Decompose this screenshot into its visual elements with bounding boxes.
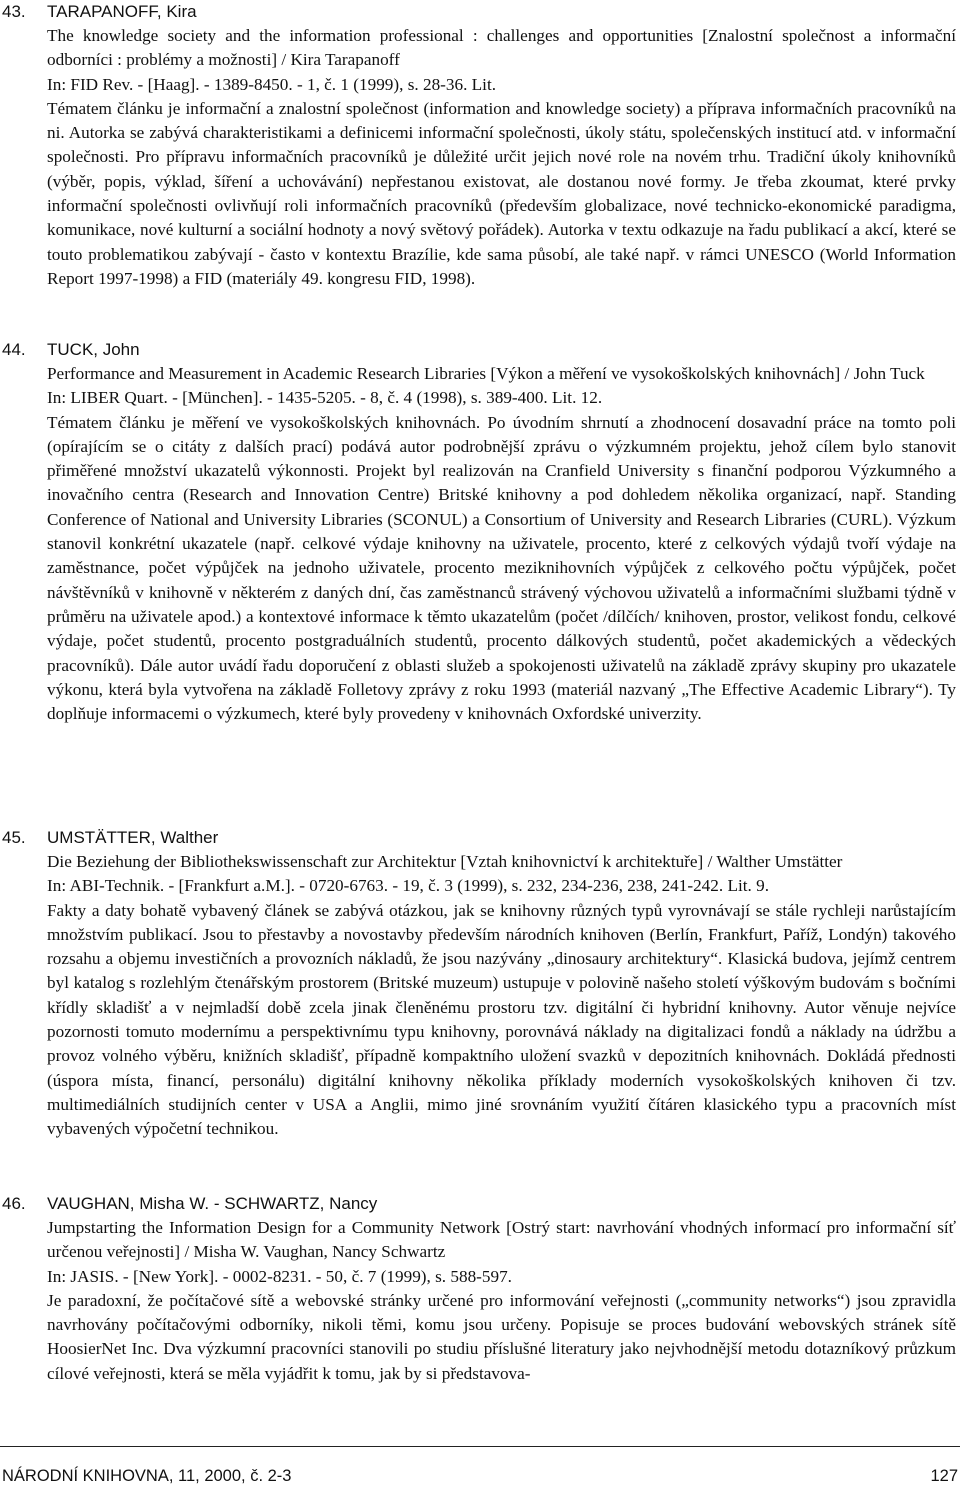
entry-body [47,24,956,291]
entry-abstract: Tématem článku je informační a znalostní společnost (information and knowledge society) a příprava informačních pracovníků na ni. Autorka se zabývá charakteristikami a definicemi informační společnosti, úkoly státu, společenských institucí atd. v informační společnosti. Pro přípravu informačních pracovníků je důležité určit jejich nové role na novém trhu. Tradiční úkoly knihovníků (výběr, popis, výklad, šíření a uchovávání) nepřestanou existovat, ale dostanou nové formy. Je třeba zkoumat, které prvky informační společnosti ovlivňují roli informačních pracovníků (především globalizace, nové technicko-ekonomické paradigma, komunikace, nové kulturní a sociální hodnoty a nový světový pořádek). Autorka v textu odkazuje na řadu publikací a akcí, které se touto problematikou zabývají - často v kontextu Brazílie, kde sama působí, ale také např. v rámci UNESCO (World Information Report 1997-1998) a FID (materiály 49. kongresu FID, 1998). [47,98,956,288]
entry-body [47,1216,956,1386]
entry-number: 43. [2,2,26,21]
entry-title: Die Beziehung der Bibliothekswissenschaft zur Architektur [Vztah knihovnictví k architektuře] / Walther Umstätter [47,852,843,871]
footer-journal: NÁRODNÍ KNIHOVNA, 11, 2000, č. 2-3 [2,1467,292,1485]
entry-number: 46. [2,1194,26,1213]
entry-title: The knowledge society and the information professional : challenges and opportunities [Znalostní společnost a informační odborníci : problémy a možnosti] / Kira Tarapanoff [47,26,956,70]
entry-number: 45. [2,828,26,847]
entry-source: In: ABI-Technik. - [Frankfurt a.M.]. - 0720-6763. - 19, č. 3 (1999), s. 232, 234-236, 238, 241-242. Lit. 9. [47,876,769,896]
entry-abstract: Fakty a daty bohatě vybavený článek se zabývá otázkou, jak se knihovny různých typů vyrovnávají se stále rychleji narůstajícím množstvím publikací. Jsou to přestavby a novostavby především národních knihoven (Berlín, Frankfurt, Paříž, Londýn) takového rozsahu a objemu investičních a provozních nákladů, že jsou nazývány „dinosaury architektury“. Klasická budova, jejímž centrem byl katalog s rozlehlým čtenářským prostorem (Britské muzeum) ustupuje v polovině našeho století výškovým budovám s bočními křídly skladišť a v nejmladší době zcela jinak členěnému prostoru tzv. digitální či hybridní knihovny. Autor věnuje nejvíce pozornosti tomuto modernímu a perspektivnímu typu knihovny, porovnává náklady na digitalizaci fondů a náklady na údržbu a provoz volného výběru, knižních skladišť, případně kompaktního uložení svazků v depozitních knihovnách. Dokládá přednosti (úspora místa, financí, personálu) digitální knihovny několika příklady moderních vysokoškolských knihoven či tzv. multimediálních studijních center v USA a Anglii, mimo jiné srovnáním využití čítáren klasického typu a pracovních míst vybavených výpočetní technikou. [47,900,956,1139]
entry-source: In: JASIS. - [New York]. - 0002-8231. - 50, č. 7 (1999), s. 588-597. [47,1266,512,1286]
entry-abstract: Tématem článku je měření ve vysokoškolských knihovnách. Po úvodním shrnutí a zhodnocení dosavadní práce na tomto poli (opírajícím se o citáty z dalších prací) podává autor podrobnější zprávu o výzkumném projektu, jehož cílem bylo stanovit přiměřené množství ukazatelů výkonnosti. Projekt byl realizován na Cranfield University s finanční podporou Výzkumného a inovačního centra (Research and Innovation Centre) Britské knihovny a pod dohledem několika organizací, např. Standing Conference of National and University Libraries (SCONUL) a Consortium of University and Research Libraries (CURL). Výzkum stanovil konkrétní ukazatele (např. celkové výdaje knihovny na uživatele, procento, které z celkových výdajů tvoří výdaje na zaměstnance, počet výpůjček na jednoho uživatele, procento meziknihovních výpůjček z celkového počtu výpůjček, počet návštěvníků v knihovně v některém z daných dní, čas zaměstnanců strávený výchovou uživatelů a informačními službami týdně v průměru na uživatele apod.) a kontextové informace k těmto ukazatelům (počet /dílčích/ knihoven, prostor, velikost fondu, celkové výdaje, počet studentů, procento postgraduálních studentů, procento dálkových studentů, počet akademických a vědeckých pracovníků). Dále autor uvádí řadu doporučení z oblasti služeb a spokojenosti uživatelů na základě zprávy skupiny pro ukazatele výkonu, která byla vytvořena na základě Folletovy zprávy z roku 1993 (materiál nazvaný „The Effective Academic Library“). Ty doplňuje informacemi o výzkumech, které byly provedeny v knihovnách Oxfordské univerzity. [47,412,956,724]
footer-divider [0,1446,960,1447]
entry-body [47,850,956,1142]
entry-author: TARAPANOFF, Kira [47,2,197,21]
entry-author: TUCK, John [47,340,140,359]
entry-title: Performance and Measurement in Academic Research Libraries [Výkon a měření ve vysokoškolských knihovnách] / John Tuck [47,364,925,383]
entry-abstract: Je paradoxní, že počítačové sítě a webovské stránky určené pro informování veřejnosti („community networks“) jsou zpravidla navrhovány počítačovými odborníky, nikoli těmi, komu jsou určeny. Popisuje se proces budování webovských stránek sítě HoosierNet Inc. Dva výzkumní pracovníci stanovili po studiu příslušné literatury jako nejvhodnější metodu dotazníkový průzkum cílové veřejnosti, která se měla vyjádřit k tomu, jak by si představova- [47,1290,956,1383]
entry-title: Jumpstarting the Information Design for a Community Network [Ostrý start: navrhování vhodných informací pro informační síť určenou veřejnosti] / Misha W. Vaughan, Nancy Schwartz [47,1218,956,1262]
entry-source: In: FID Rev. - [Haag]. - 1389-8450. - 1, č. 1 (1999), s. 28-36. Lit. [47,74,497,94]
entry-author: UMSTÄTTER, Walther [47,828,219,847]
entry-body [47,362,956,726]
entry-number: 44. [2,340,26,359]
entry-author: VAUGHAN, Misha W. - SCHWARTZ, Nancy [47,1194,378,1213]
page-number: 127 [930,1467,958,1485]
entry-source: In: LIBER Quart. - [München]. - 1435-5205. - 8, č. 4 (1998), s. 389-400. Lit. 12. [47,388,603,408]
